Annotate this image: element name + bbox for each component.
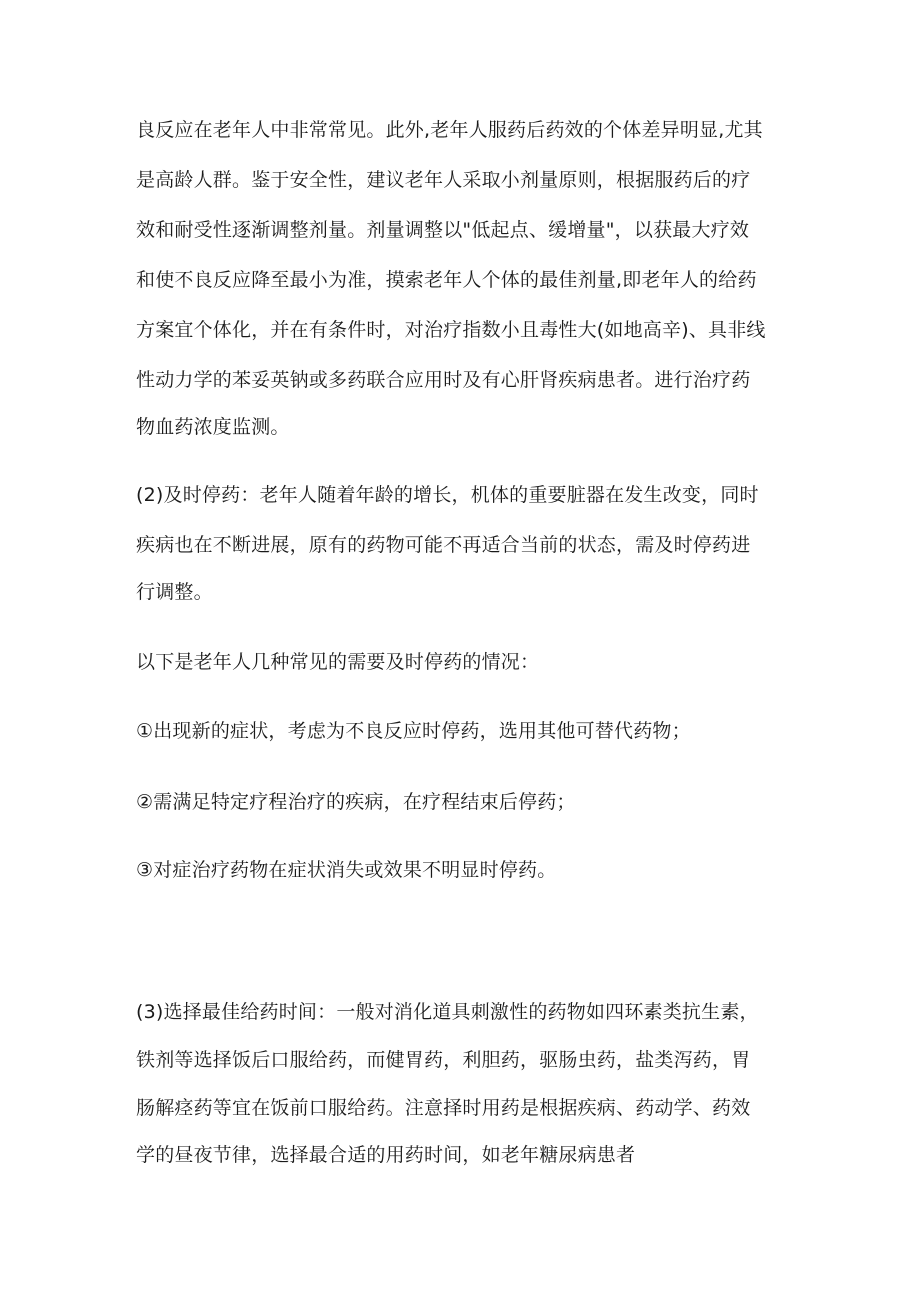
list-item-3: ③对症治疗药物在症状消失或效果不明显时停药。 [136,859,557,881]
paragraph-3-line-1: 以下是老年人几种常见的需要及时停药的情况： [136,651,540,673]
list-item-1: ①出现新的症状，考虑为不良反应时停药，选用其他可替代药物； [136,720,691,742]
list-item-2: ②需满足特定疗程治疗的疾病，在疗程结束后停药； [136,791,576,813]
paragraph-2-line-3: 行调整。 [136,581,213,603]
paragraph-4-line-2: 铁剂等选择饭后口服给药，而健胃药，利胆药，驱肠虫药，盐类泻药，胃 [136,1049,751,1071]
paragraph-4-line-1: (3)选择最佳给药时间：一般对消化道具刺激性的药物如四环素类抗生素， [136,1001,759,1023]
paragraph-1-line-5: 方案宜个体化，并在有条件时，对治疗指数小且毒性大(如地高辛)、具非线 [136,319,766,341]
paragraph-4-line-4: 学的昼夜节律，选择最合适的用药时间，如老年糖尿病患者 [136,1144,636,1166]
paragraph-1-line-2: 是高龄人群。鉴于安全性，建议老年人采取小剂量原则，根据服药后的疗 [136,169,751,191]
paragraph-1-line-4: 和使不良反应降至最小为准，摸索老年人个体的最佳剂量,即老年人的给药 [136,269,757,291]
paragraph-2-line-2: 疾病也在不断进展，原有的药物可能不再适合当前的状态，需及时停药进 [136,534,751,556]
paragraph-1-line-6: 性动力学的苯妥英钠或多药联合应用时及有心肝肾疾病患者。进行治疗药 [136,369,751,391]
paragraph-2-line-1: (2)及时停药：老年人随着年龄的增长，机体的重要脏器在发生改变，同时 [136,484,759,506]
paragraph-1-line-3: 效和耐受性逐渐调整剂量。剂量调整以"低起点、缓增量"，以获最大疗效 [136,219,750,241]
paragraph-1-line-7: 物血药浓度监测。 [136,416,290,438]
paragraph-4-line-3: 肠解痉药等宜在饭前口服给药。注意择时用药是根据疾病、药动学、药效 [136,1097,751,1119]
paragraph-1-line-1: 良反应在老年人中非常常见。此外,老年人服药后药效的个体差异明显,尤其 [136,119,763,141]
